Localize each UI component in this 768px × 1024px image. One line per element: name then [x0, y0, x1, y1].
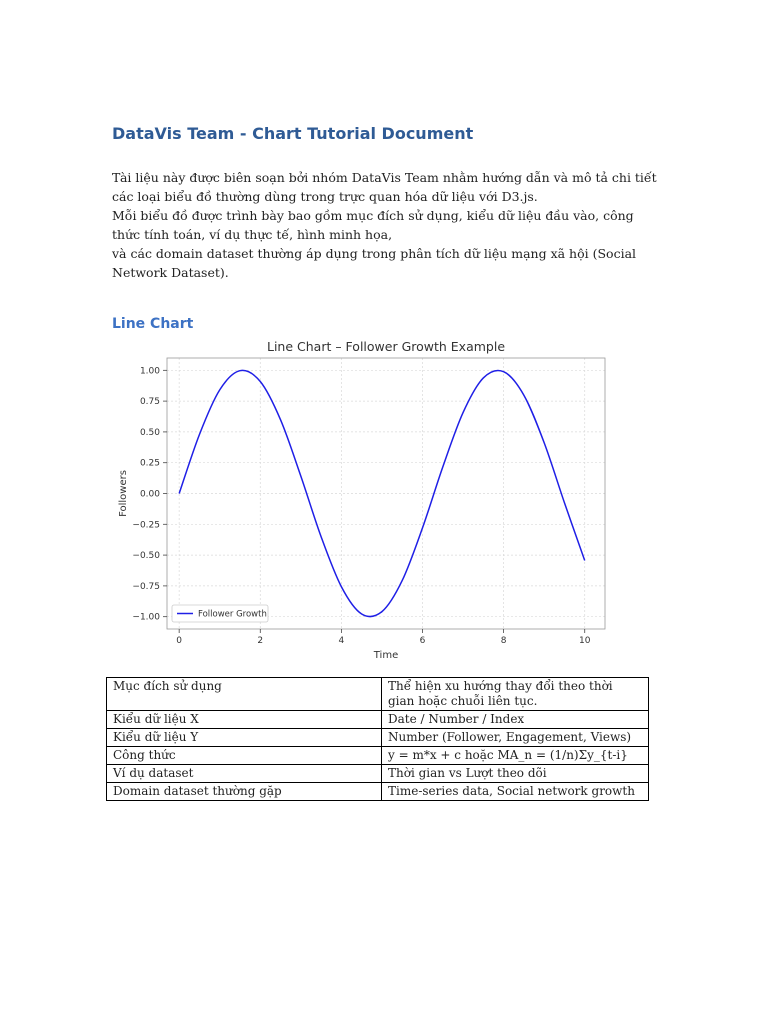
table-row: [107, 765, 649, 783]
y-tick-label: 0.25: [139, 458, 160, 469]
section-title-line-chart: Line Chart: [112, 316, 194, 332]
intro-paragraph-3: và các domain dataset thường áp dụng trong phân tích dữ liệu mạng xã hội (Social Network Dataset).: [112, 246, 637, 280]
table-key-cell: Mục đích sử dụng: [107, 678, 382, 711]
x-tick-label: 10: [578, 636, 591, 646]
table-row: [107, 783, 649, 801]
y-tick-label: −0.25: [132, 520, 160, 531]
y-tick-label: 0.75: [139, 397, 160, 408]
line-chart-figure: [112, 336, 612, 661]
x-tick-label: 2: [257, 636, 264, 646]
x-tick-label: 6: [419, 636, 426, 646]
chart-ticks: [132, 366, 590, 646]
y-tick-label: 0.00: [139, 489, 160, 500]
table-row: [107, 747, 649, 765]
table-key-cell: Domain dataset thường gặp: [107, 783, 382, 801]
chart-legend: [172, 605, 268, 622]
document-title: DataVis Team - Chart Tutorial Document: [112, 124, 474, 143]
table-row: [107, 678, 649, 711]
x-axis-label: Time: [373, 650, 399, 661]
legend-label: Follower Growth: [198, 609, 267, 620]
y-tick-label: −1.00: [132, 612, 160, 623]
y-tick-label: 0.50: [139, 427, 160, 438]
chart-grid: [167, 358, 605, 629]
intro-paragraph-2: Mỗi biểu đồ được trình bày bao gồm mục đích sử dụng, kiểu dữ liệu đầu vào, công thức tính toán, ví dụ thực tế, hình minh họa,: [112, 208, 634, 242]
y-axis-label: Followers: [118, 470, 129, 517]
chart-title: Line Chart – Follower Growth Example: [266, 339, 506, 354]
table-key-cell: Ví dụ dataset: [107, 765, 382, 783]
table-key-cell: Kiểu dữ liệu Y: [107, 729, 382, 747]
intro-text: [112, 168, 662, 282]
table-value-cell: Thời gian vs Lượt theo dõi: [382, 765, 649, 783]
y-tick-label: 1.00: [139, 366, 160, 377]
x-tick-label: 8: [500, 636, 507, 646]
chart-info-table: [106, 677, 649, 801]
table-value-cell: Number (Follower, Engagement, Views): [382, 729, 649, 747]
table-value-cell: Thể hiện xu hướng thay đổi theo thời gian hoặc chuỗi liên tục.: [382, 678, 649, 711]
table-row: [107, 711, 649, 729]
y-tick-label: −0.75: [132, 581, 160, 592]
table-row: [107, 729, 649, 747]
x-tick-label: 0: [176, 636, 183, 646]
table-key-cell: Công thức: [107, 747, 382, 765]
y-tick-label: −0.50: [132, 551, 160, 562]
table-value-cell: y = m*x + c hoặc MA_n = (1/n)Σy_{t-i}: [382, 747, 649, 765]
table-value-cell: Time-series data, Social network growth: [382, 783, 649, 801]
table-value-cell: Date / Number / Index: [382, 711, 649, 729]
line-chart: [112, 336, 612, 661]
intro-paragraph-1: Tài liệu này được biên soạn bởi nhóm DataVis Team nhằm hướng dẫn và mô tả chi tiết các loại biểu đồ thường dùng trong trực quan hóa dữ liệu với D3.js.: [112, 170, 657, 204]
x-tick-label: 4: [338, 636, 345, 646]
table-key-cell: Kiểu dữ liệu X: [107, 711, 382, 729]
